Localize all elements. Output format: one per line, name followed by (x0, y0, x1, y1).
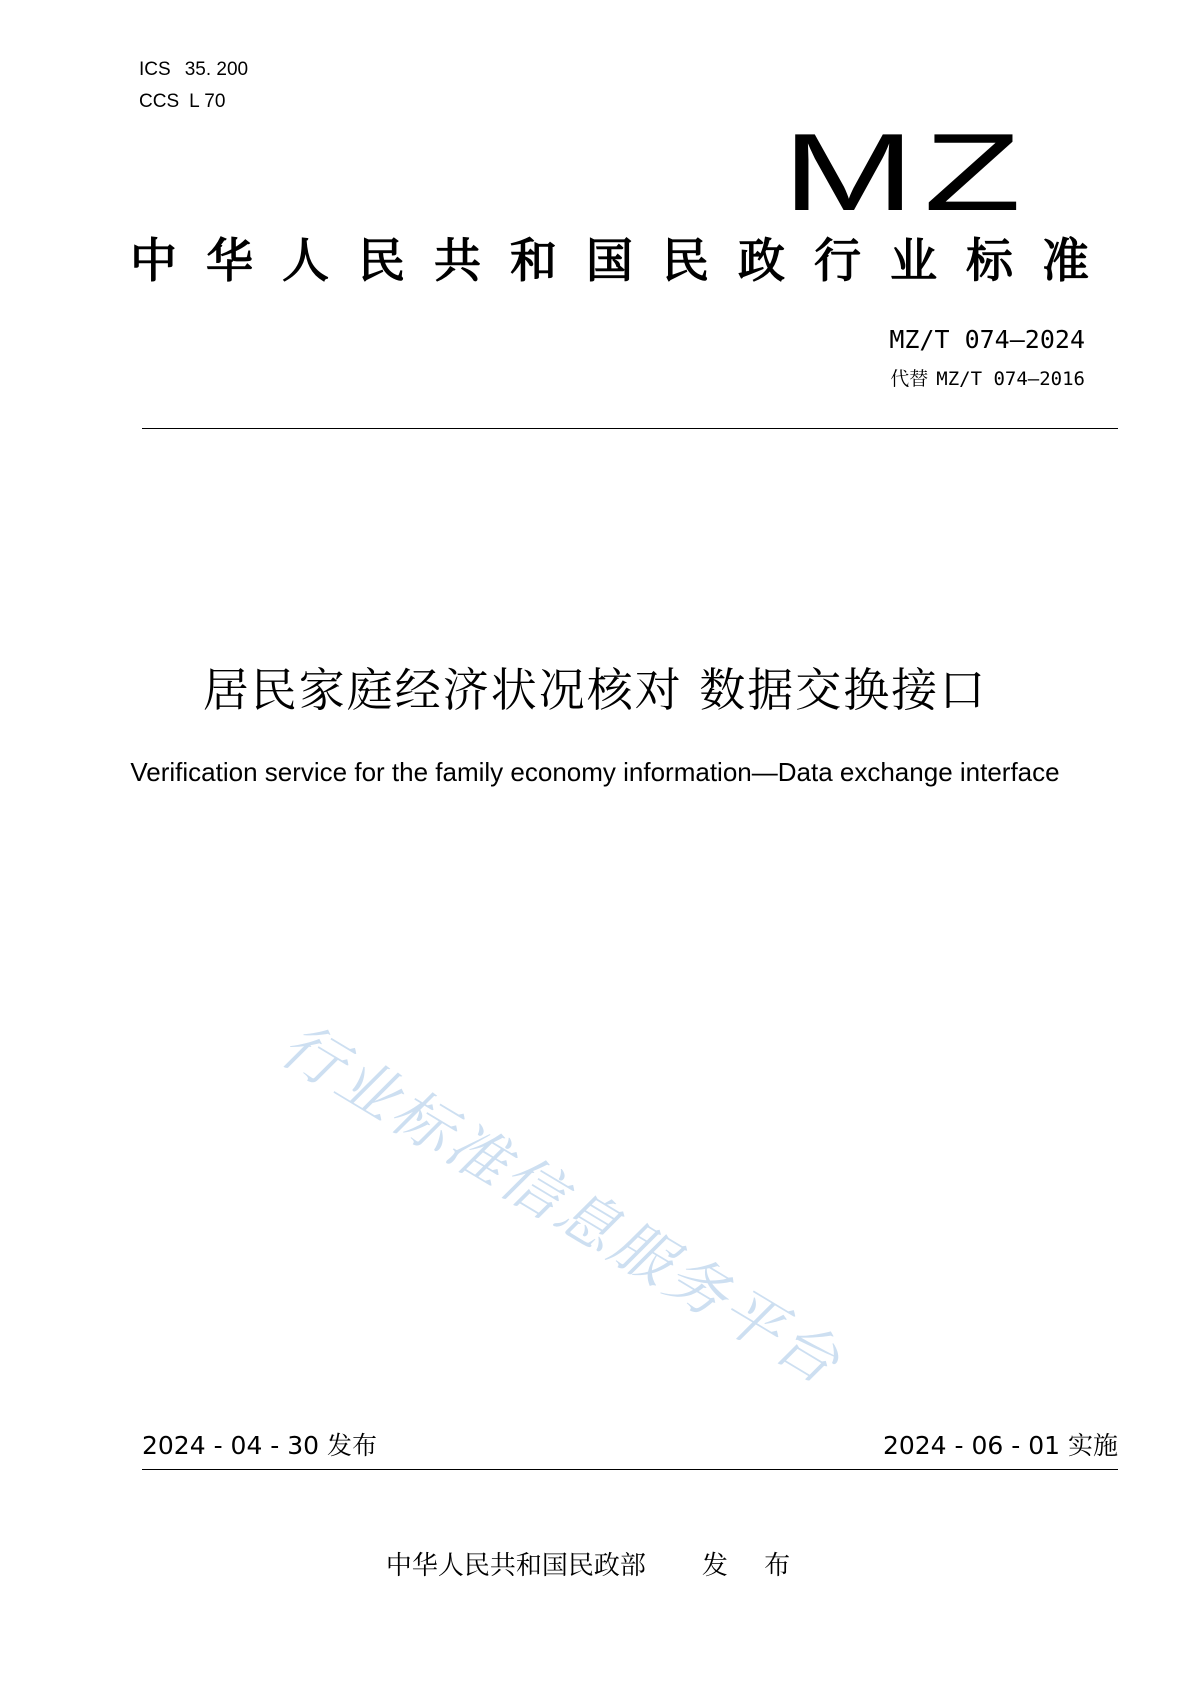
ics-classification (139, 58, 248, 82)
replaces-line (890, 367, 1085, 391)
standard-category-title: 中华人民共和国民政行业标准 (130, 234, 1118, 289)
implementation-date: 2024 - 06 - 01 实施 (882, 1431, 1118, 1460)
ccs-value: L 70 (189, 91, 226, 112)
top-divider (142, 428, 1118, 429)
document-title-english: Verification service for the family economy information—Data exchange interface (130, 757, 1060, 787)
issue-date: 2024 - 04 - 30 发布 (142, 1431, 378, 1460)
ics-label: ICS (139, 59, 171, 80)
ccs-label: CCS (139, 91, 180, 112)
publisher-action: 发 布 (701, 1551, 805, 1581)
replaces-code: MZ/T 074—2016 (936, 368, 1085, 390)
publisher-name: 中华人民共和国民政部 (385, 1551, 646, 1581)
document-title-chinese: 居民家庭经济状况核对 数据交换接口 (202, 663, 988, 717)
watermark: 行业标准信息服务平台 (268, 1010, 854, 1400)
ics-value: 35. 200 (184, 59, 249, 80)
replaces-label: 代替 (890, 368, 929, 390)
ccs-classification (139, 90, 225, 114)
bottom-divider (142, 1469, 1118, 1470)
standard-code: MZ/T 074—2024 (889, 325, 1085, 354)
publisher-line (0, 1548, 1190, 1584)
mz-logo: MZ (782, 111, 1030, 234)
